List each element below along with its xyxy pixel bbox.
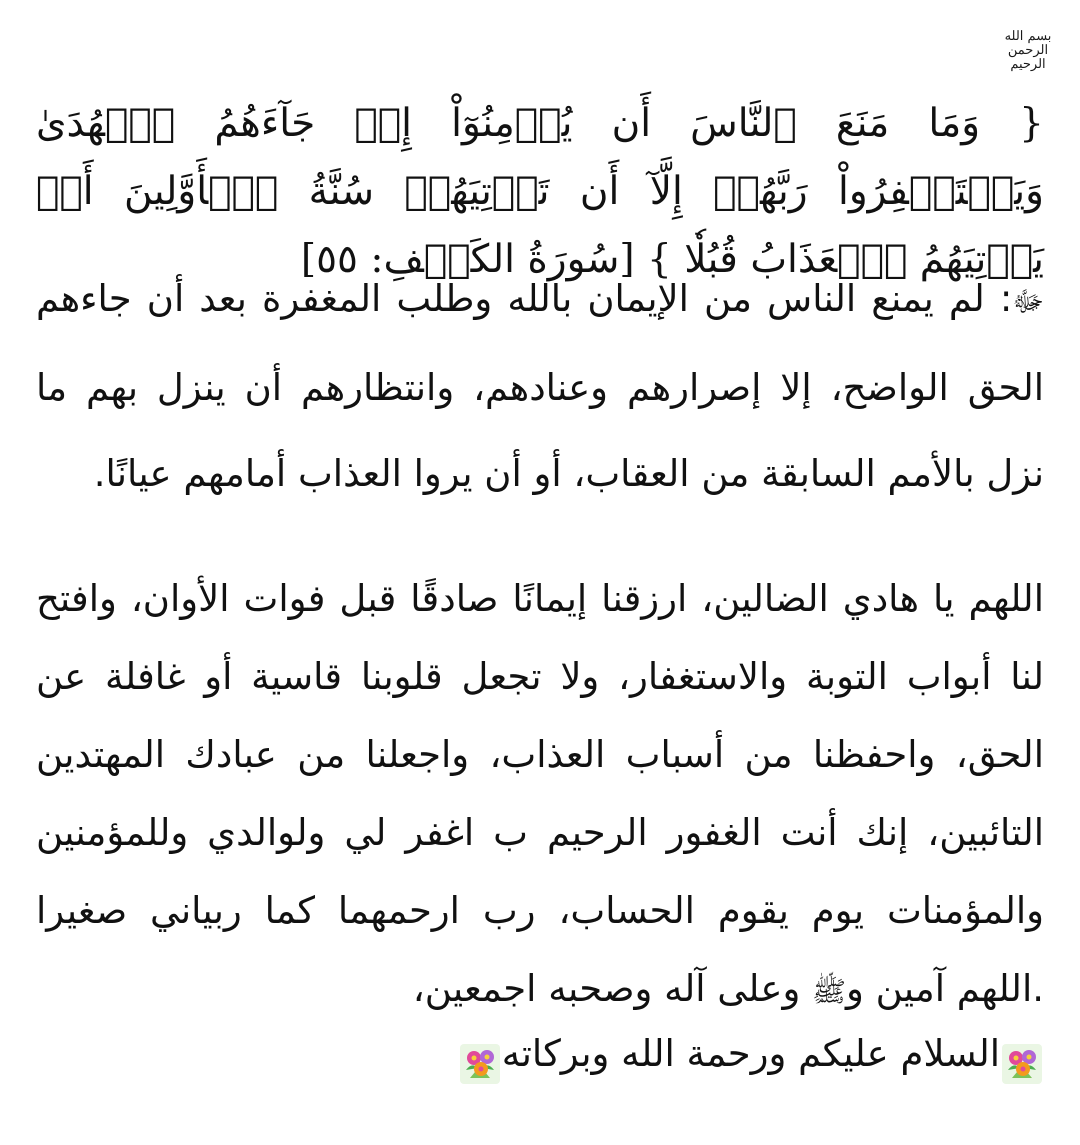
closing-greeting bbox=[36, 1018, 1044, 1090]
dua-text-after: وعلى آله وصحبه اجمعين، bbox=[412, 967, 813, 1010]
tafsir-text: : لم يمنع الناس من الإيمان بالله وطلب المغفرة بعد أن جاءهم الحق الواضح، إلا إصرارهم وعنادهم، وانتظارهم أن ينزل بهم ما نزل بالأمم السابقة من العقاب، أو أن يروا العذاب أمامهم عيانًا. bbox=[36, 277, 1044, 495]
tafsir-paragraph bbox=[36, 256, 1044, 517]
basmala-line-2: الرحمن bbox=[1007, 43, 1049, 58]
basmala-line-3: الرحيم bbox=[1010, 57, 1046, 72]
salawat-symbol: ﷺ bbox=[812, 975, 846, 1008]
basmala-line-1: بسم الله bbox=[1004, 29, 1052, 44]
jalla-jalaluhu-symbol: ﷻ bbox=[1012, 285, 1044, 318]
dua-text-before: اللهم يا هادي الضالين، ارزقنا إيمانًا صادقًا قبل فوات الأوان، وافتح لنا أبواب التوبة والاستغفار، ولا تجعل قلوبنا قاسية أو غافلة عن الحق، واحفظنا من أسباب العذاب، واجعلنا من عبادك المهتدين التائبين، إنك أنت الغفور الرحيم ب اغفر لي ولوالدي وللمؤمنين والمؤمنات يوم يقوم الحساب، رب ارحمهما كما ربياني صغيرا .اللهم آمين و bbox=[36, 577, 1044, 1010]
closing-text: السلام عليكم ورحمة الله وبركاته bbox=[501, 1032, 1000, 1075]
basmala-calligraphy bbox=[998, 30, 1058, 86]
flower-bouquet-icon bbox=[1002, 1036, 1042, 1076]
quran-verse: { وَمَا مَنَعَ ٱلنَّاسَ أَن يُؤۡمِنُوٓاْ إِذۡ جَآءَهُمُ ٱلۡهُدَىٰ وَيَسۡتَغۡفِرُواْ رَبَّهُمۡ إِلَّآ أَن تَأۡتِيَهُمۡ سُنَّةُ ٱلۡأَوَّلِينَ أَوۡ يَأۡتِيَهُمُ ٱلۡعَذَابُ قُبُلٗا } [سُورَةُ الكَهۡفِ: ٥٥] bbox=[36, 101, 1044, 282]
dua-paragraph bbox=[36, 560, 1044, 1031]
flower-bouquet-icon bbox=[460, 1036, 500, 1076]
